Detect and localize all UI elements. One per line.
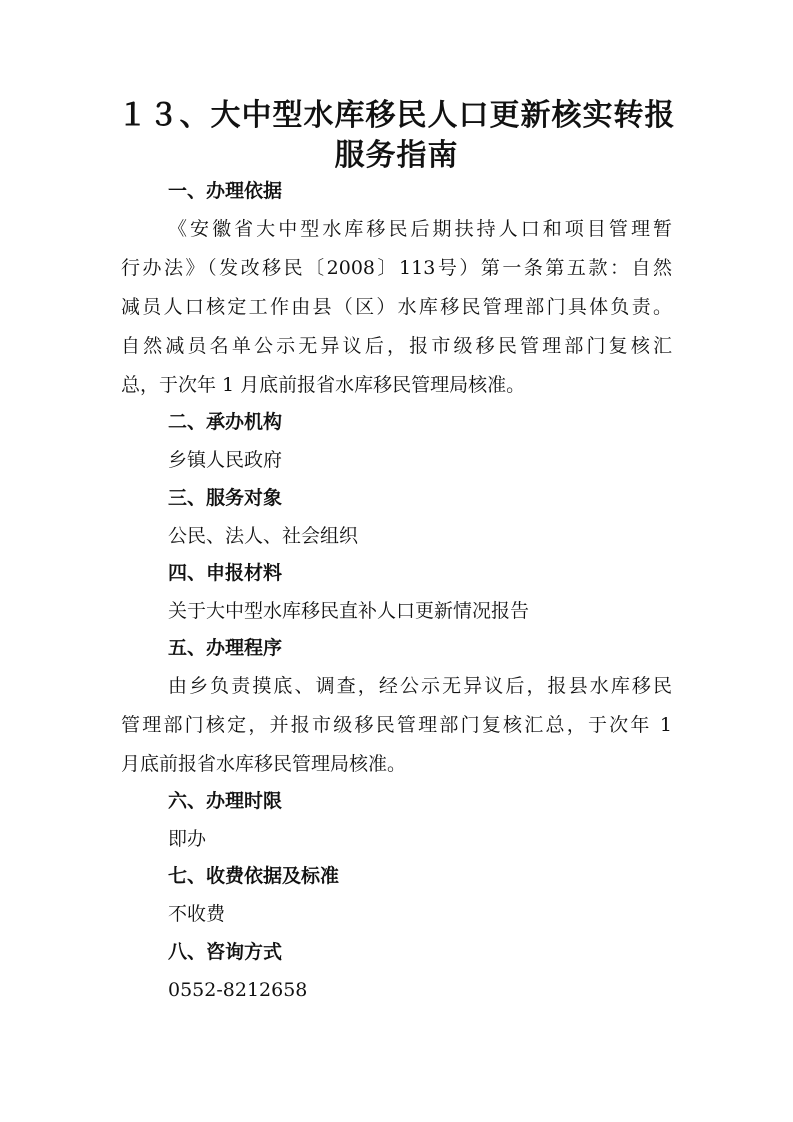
section-heading-fees: 七、收费依据及标准 — [168, 865, 340, 887]
service-target-text: 公民、法人、社会组织 — [168, 525, 359, 547]
basis-text-line: 减员人口核定工作由县（区）水库移民管理部门具体负责。 — [121, 296, 672, 318]
section-heading-basis: 一、办理依据 — [168, 180, 283, 202]
basis-text-line: 自然减员名单公示无异议后，报市级移民管理部门复核汇 — [121, 335, 672, 357]
section-heading-service-target: 三、服务对象 — [168, 487, 283, 509]
section-heading-agency: 二、承办机构 — [168, 411, 283, 433]
procedure-text-line: 由乡负责摸底、调查，经公示无异议后，报县水库移民 — [168, 675, 672, 697]
basis-text-line: 《安徽省大中型水库移民后期扶持人口和项目管理暂 — [168, 218, 672, 240]
basis-text-line: 行办法》（发改移民〔2008〕113号）第一条第五款：自然 — [121, 257, 672, 279]
contact-phone: 0552-8212658 — [168, 979, 308, 1001]
basis-text-line: 总，于次年 1 月底前报省水库移民管理局核准。 — [121, 374, 526, 396]
section-heading-materials: 四、申报材料 — [168, 562, 283, 584]
procedure-text-line: 月底前报省水库移民管理局核准。 — [121, 753, 407, 775]
fees-text: 不收费 — [168, 903, 226, 925]
section-heading-procedure: 五、办理程序 — [168, 637, 283, 659]
agency-text: 乡镇人民政府 — [168, 449, 283, 471]
procedure-text-line: 管理部门核定，并报市级移民管理部门复核汇总，于次年 1 — [121, 714, 672, 736]
page-title-line-2: 服务指南 — [334, 138, 459, 173]
section-heading-time-limit: 六、办理时限 — [168, 790, 283, 812]
materials-text: 关于大中型水库移民直补人口更新情况报告 — [168, 600, 530, 622]
time-limit-text: 即办 — [168, 828, 207, 850]
page-title-line-1: １３、大中型水库移民人口更新核实转报 — [117, 98, 676, 133]
section-heading-contact: 八、咨询方式 — [168, 941, 283, 963]
